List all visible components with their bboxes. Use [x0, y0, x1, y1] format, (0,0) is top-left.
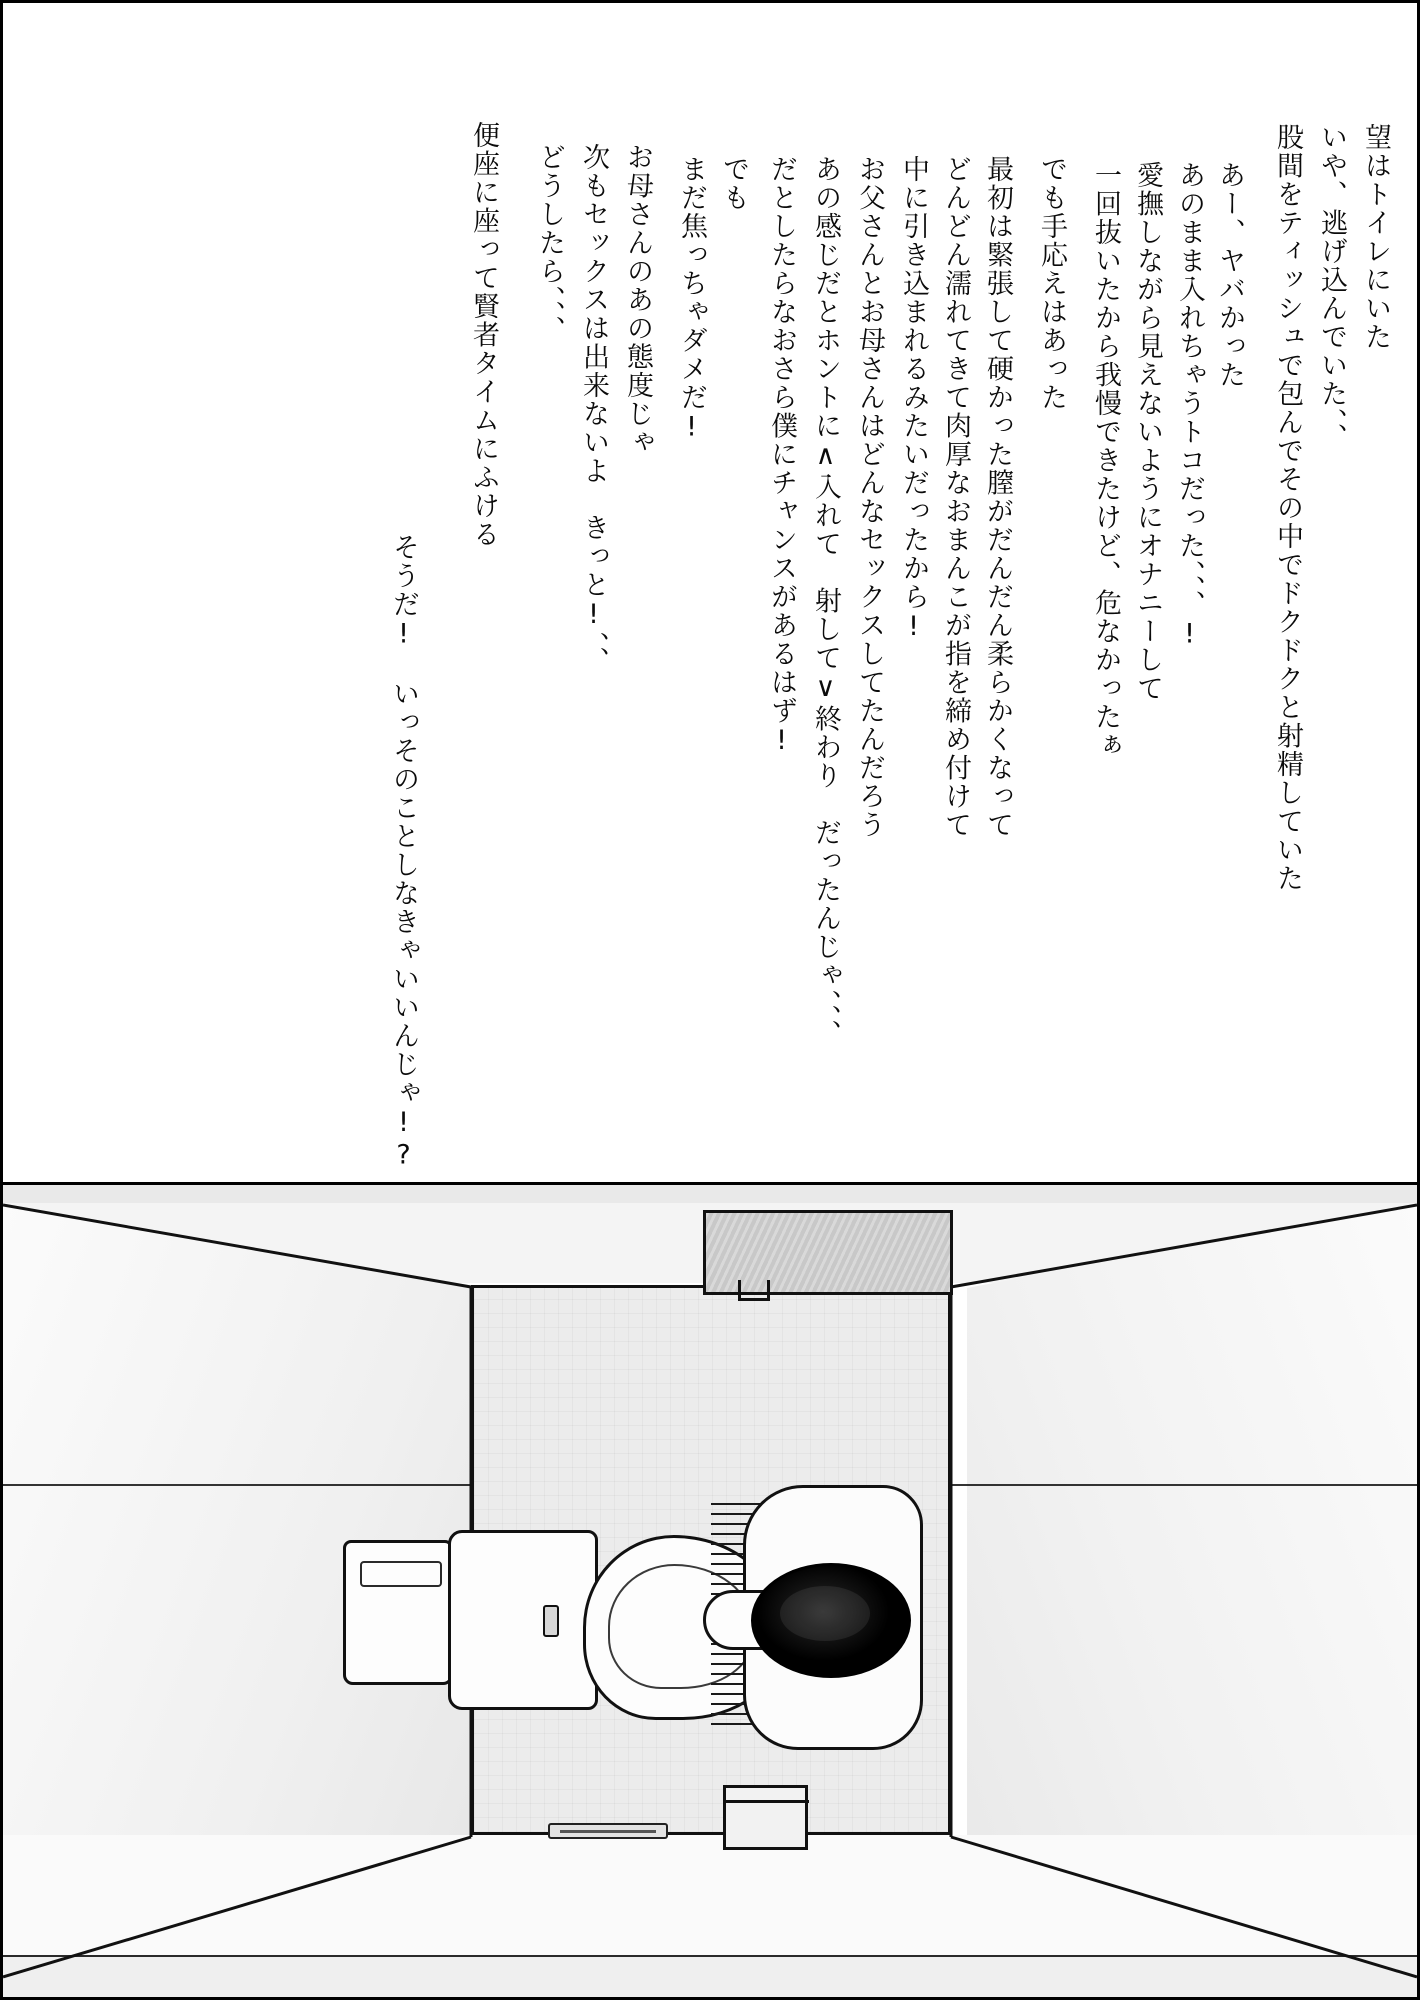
- artwork-panel: [3, 1185, 1417, 1997]
- narration-panel: [3, 3, 1417, 1185]
- narration-line-7: 一回抜いたから我慢できたけど、危なかったぁ: [1090, 161, 1121, 760]
- floor-drain: [548, 1823, 668, 1839]
- narration-line-10: どんどん濡れてきて肉厚なおまんこが指を締め付けて: [940, 155, 971, 839]
- toilet-tank: [343, 1540, 453, 1685]
- narration-line-21: そうだ! いっそのことしなきゃいいんじゃ!?: [388, 533, 419, 1172]
- narration-line-14: だとしたらなおさら僕にチャンスがあるはず!: [766, 155, 797, 758]
- wall-hook-icon: [738, 1280, 770, 1301]
- narration-line-19: どうしたら、、、: [534, 143, 565, 344]
- narration-line-6: 愛撫しながら見えないようにオナニーして: [1132, 161, 1163, 703]
- narration-line-16: まだ焦っちゃダメだ!: [676, 155, 707, 444]
- narration-line-1: 望はトイレにいた: [1360, 123, 1391, 351]
- toilet-body: [448, 1530, 598, 1710]
- narration-line-18: 次もセックスは出来ないよ きっと!、、: [578, 143, 609, 675]
- narration-line-13: あの感じだとホントに∧入れて 射して∨終わり だったんじゃ、、、: [810, 155, 841, 1048]
- narration-columns: [3, 3, 1417, 1182]
- trash-bin: [723, 1785, 808, 1850]
- narration-line-4: あー、ヤバかった: [1214, 161, 1245, 389]
- person-hair: [751, 1563, 911, 1678]
- narration-line-12: お父さんとお母さんはどんなセックスしてたんだろう: [854, 155, 885, 839]
- narration-line-11: 中に引き込まれるみたいだったから!: [898, 155, 929, 644]
- narration-line-9: 最初は緊張して硬かった膣がだんだん柔らかくなって: [982, 155, 1013, 839]
- narration-line-15: でも: [718, 155, 749, 212]
- seated-person: [703, 1485, 938, 1755]
- narration-line-20: 便座に座って賢者タイムにふける: [468, 121, 499, 549]
- narration-line-8: でも手応えはあった: [1036, 155, 1067, 412]
- narration-line-3: 股間をティッシュで包んでその中でドクドクと射精していた: [1272, 123, 1303, 893]
- narration-line-17: お母さんのあの態度じゃ: [622, 143, 653, 457]
- narration-line-5: あのまま入れちゃうトコだった、、、!: [1174, 161, 1205, 651]
- narration-line-2: いや、逃げ込んでいた、、: [1316, 123, 1347, 452]
- flush-button: [543, 1605, 559, 1637]
